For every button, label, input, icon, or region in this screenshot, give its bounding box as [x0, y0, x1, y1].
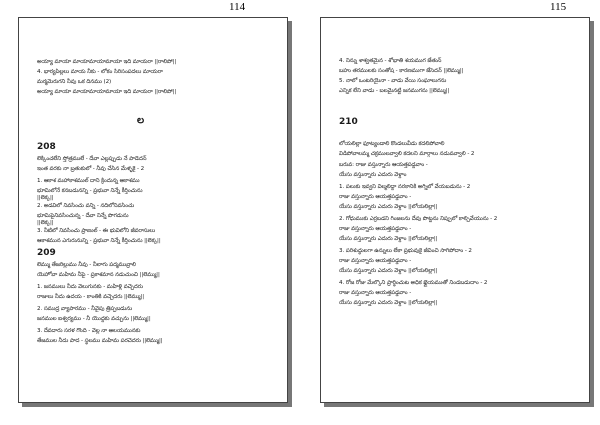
right-text-line: యేసు వస్తున్నారు ఎదురు వెళ్దాం ||లోయలిల్లా||: [339, 300, 438, 306]
left-text-line: ఇంత వరకు నా బ్రతుకులో - నీవు చేసిన మేళ్ళకై - 2: [37, 166, 145, 172]
left-text-line: 2. అడవిలో నివసించు వన్ని - నదిలోనివసించు: [37, 203, 135, 209]
right-text-line: రాజు వస్తున్నారు ఆయత్తపడ్డవాం -: [339, 290, 412, 296]
left-text-line: 3. దేవదారు సరళ గొంది - వెల్ల నా ఆలయమునకు: [37, 328, 141, 334]
right-text-line: 4. నిన్ను శాశ్వతమైన - శోభాతి శయముగ జేతున్: [339, 58, 442, 64]
left-text-line: జనముల ఐశ్వర్యము - నీ యొద్దకు వచ్చును ||లెమ్ము||: [37, 316, 151, 322]
left-text-line: 3. నీటిలో నివసించు ప్రాణుల్ - ఈ భువిలోని జీవరాసులు: [37, 228, 156, 234]
left-text-line: అయ్యా మాయా మాయామాయామాయా ఇది మాయరా ||రాలిపో||: [37, 89, 177, 95]
page-number-right: 115: [550, 1, 567, 13]
right-page: [320, 17, 590, 403]
right-text-line: 2. గోధుముకు ఎర్రబడని గింజలను దేవు పొట్టను నిప్పులో కాల్చివేయును - 2: [339, 216, 498, 222]
left-text-line: లెక్కించలేని స్తోత్రములే - దేవా ఎల్లప్పుడు నే పాడెదన్: [37, 156, 147, 162]
hymn-number-208: 208: [37, 142, 56, 152]
right-text-line: బరువ: రాజు వస్తున్నారు ఆయత్తపడ్డవాం -: [339, 162, 428, 168]
hymn-number-209: 209: [37, 248, 56, 258]
right-text-line: ఎన్నిక లేని వాడు - బలమైనట్టి జనముగను ||లెమ్ము||: [339, 88, 450, 94]
hymn-number-210: 210: [339, 117, 358, 127]
right-text-line: విడిపోవాలమ్మ చక్రములవ్వాలి కదలని మార్గాలు నడువవ్వాలి - 2: [339, 151, 475, 157]
right-text-line: యేసు వస్తున్నారు ఎదురు వెళ్దాం ||లోయలిల్లా||: [339, 204, 438, 210]
left-text-line: యెహోవా మహిమ నీపై - ప్రకాశమాన నడుచుంచి ||లెమ్ము||: [37, 272, 160, 278]
right-text-line: లోయలిల్లా ఫూట్యండాలి కొండలువీడు కదలిపోవాలి: [339, 141, 445, 147]
left-text-line: తేజముల నీదు పాద - స్థలము మహిమ పరచెదరు ||లెమ్ము||: [37, 338, 163, 344]
left-text-line: 4. భార్యపిల్లలు మాయ నీకు - లోకం సిరిసంపదలు మాయరా: [37, 69, 163, 75]
left-text-line: 1. ఆకాశ మహాకాశముల్ దాని క్రిందున్న ఆకాశము: [37, 178, 140, 184]
left-text-line: భూమిలోనే కనబడునన్ని - ప్రభువా నిన్నే కీర్తించును: [37, 188, 143, 194]
right-text-line: రాజు వస్తున్నారు ఆయత్తపడ్డవాం -: [339, 226, 412, 232]
left-text-line: మర్మమెరుగని నీవు ఒక దినము (2): [37, 79, 112, 85]
left-text-line: అయ్యా మాయా మాయామాయామాయా ఇది మాయరా ||రాలిపో||: [37, 59, 177, 65]
left-text-line: ||లెక్క||: [37, 195, 54, 201]
right-text-line: 4. రోజ రోజు మేల్కొని ప్రార్థించుట అధిక ఖ్లైయముతో నిండబడుదాం - 2: [339, 280, 488, 286]
right-text-line: బహు తరములకు సంతోష - కారణముగా జేసెదన్ ||లెమ్ము||: [339, 68, 464, 74]
section-letter: ల: [137, 115, 145, 126]
right-text-line: యేసు వస్తున్నారు ఎదురు వెళ్దాం ||లోయలిల్లా||: [339, 268, 438, 274]
page-number-left: 114: [229, 1, 246, 13]
left-text-line: లెమ్ము తేజరిల్లుము నీవు - నీలాగు పద్మమువ్రాలి: [37, 262, 136, 268]
right-text-line: 5. నాలో ఒంటరియైనా - వాడు వేయి సంఘాలుగను: [339, 78, 447, 84]
left-text-line: భూమిపైనివసించున్న - దేవా నిన్నే పొగడును: [37, 213, 129, 219]
right-text-line: యేసు వస్తున్నారు ఎదురు వెళ్దాం: [339, 172, 407, 178]
right-text-line: 3. పరిశుద్ధులగా ఉన్నులు లేకా ప్రభువుకై జీవించి సాగిపోదాం - 2: [339, 248, 472, 254]
left-page: [18, 17, 288, 403]
left-text-line: రాజులు నీదు ఉదయ - కాంతికి వచ్చెదరు ||లెమ్ము||: [37, 294, 145, 300]
right-text-line: యేసు వస్తున్నారు ఎదురు వెళ్దాం ||లోయలిల్లా||: [339, 236, 438, 242]
left-text-line: 1. జనములు నీదు వెలుగునకు - మహిళ్లి వచ్చెదరు: [37, 284, 143, 290]
left-text-line: 2. సముద్ర వ్యాపారము - నీవైపు త్రిప్పబడును: [37, 306, 133, 312]
left-text-line: ||లెక్క||: [37, 220, 54, 226]
right-text-line: రాజు వస్తున్నారు ఆయత్తపడ్డవాం -: [339, 194, 412, 200]
left-text-line: ఆకాశమున ఎగురునున్ని - ప్రభువా నిన్నే కీర్తించును ||లెక్క||: [37, 238, 161, 244]
right-text-line: 1. పలుకు ఇవ్వని విల్మలిద్దా నరకానికి అగ్నిలో వేయబడును - 2: [339, 184, 471, 190]
right-text-line: రాజు వస్తున్నారు ఆయత్తపడ్డవాం -: [339, 258, 412, 264]
